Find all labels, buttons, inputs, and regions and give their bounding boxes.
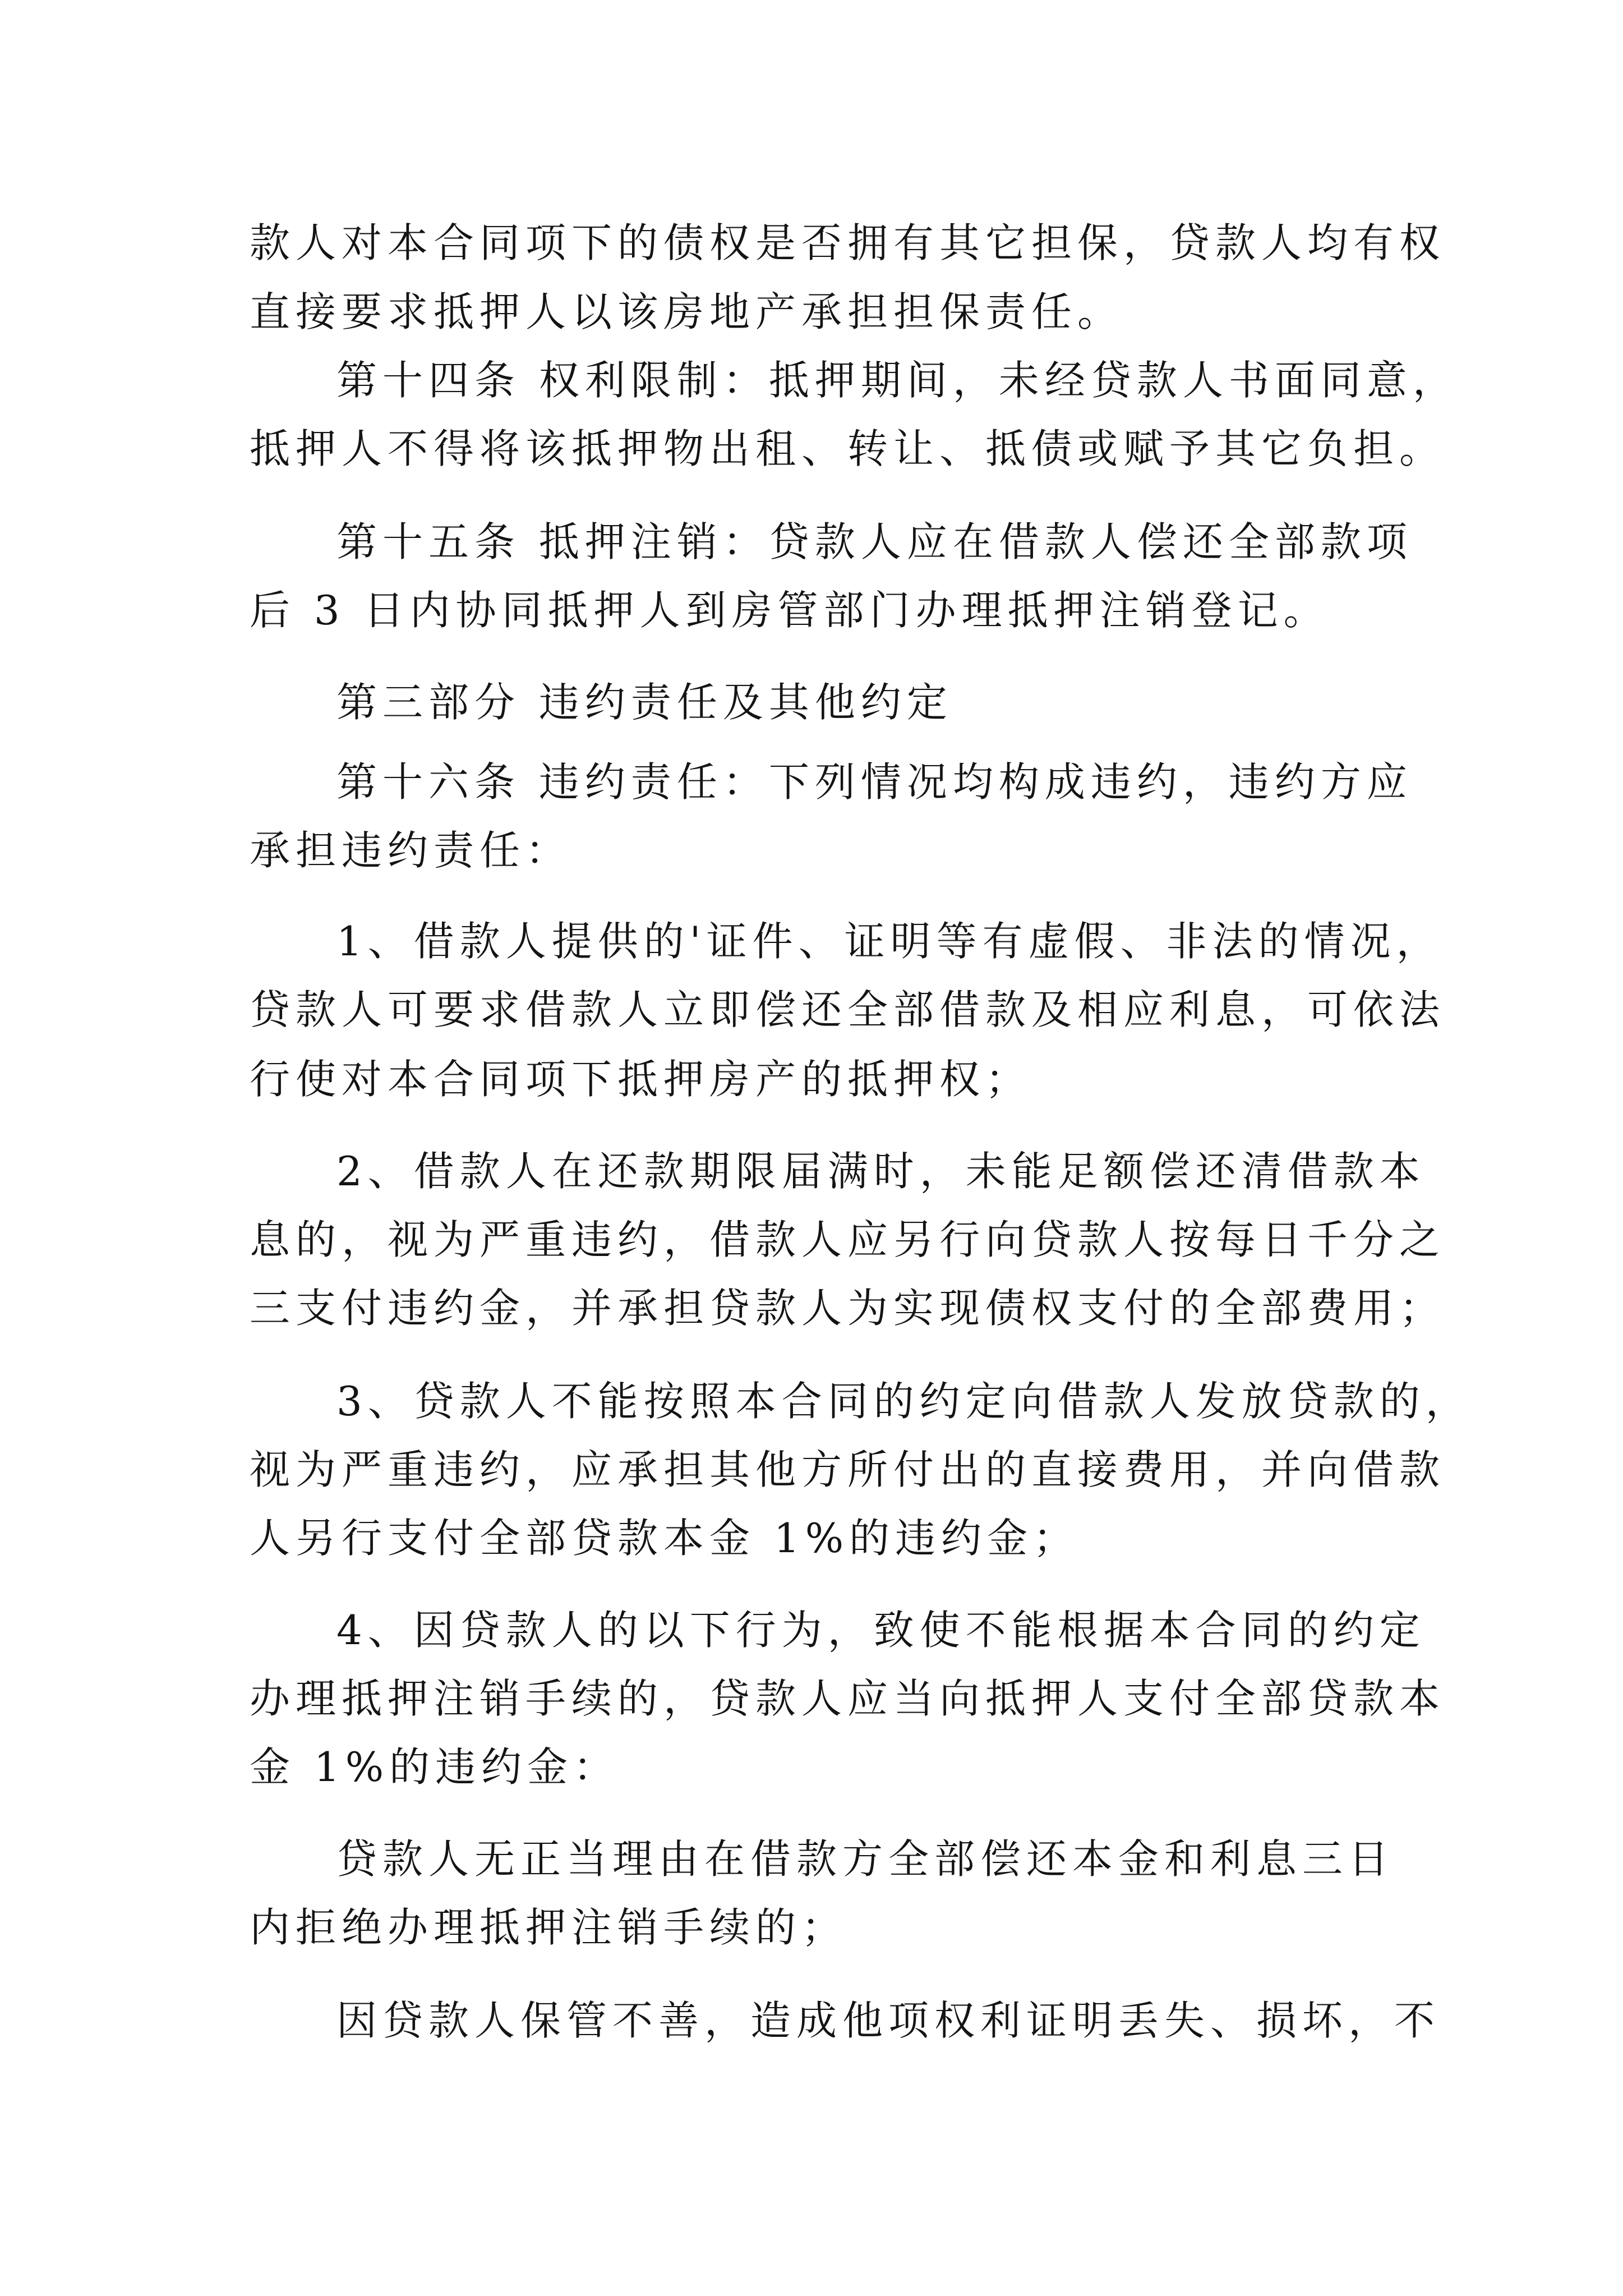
text-line: 第十四条 权利限制：抵押期间，未经贷款人书面同意， — [336, 357, 1459, 404]
text-line: 第十六条 违约责任：下列情况均构成违约，违约方应 — [336, 758, 1413, 806]
text-line: 贷款人可要求借款人立即偿还全部借款及相应利息，可依法 — [250, 986, 1446, 1033]
text-line: 4、因贷款人的以下行为，致使不能根据本合同的约定 — [336, 1607, 1426, 1654]
text-line: 三支付违约金，并承担贷款人为实现债权支付的全部费用； — [250, 1285, 1446, 1332]
text-line: 1、借款人提供的'证件、证明等有虚假、非法的情况， — [336, 918, 1442, 965]
text-line: 直接要求抵押人以该房地产承担担保责任。 — [250, 288, 1124, 335]
text-line: 视为严重违约，应承担其他方所付出的直接费用，并向借款 — [250, 1446, 1446, 1493]
text-line: 2、借款人在还款期限届满时，未能足额偿还清借款本 — [336, 1148, 1426, 1195]
text-line: 办理抵押注销手续的，贷款人应当向抵押人支付全部贷款本 — [250, 1675, 1446, 1722]
text-line: 金 1%的违约金： — [250, 1743, 620, 1791]
text-line: 后 3 日内协同抵押人到房管部门办理抵押注销登记。 — [250, 587, 1330, 634]
text-line: 贷款人无正当理由在借款方全部偿还本金和利息三日 — [336, 1835, 1395, 1883]
text-line: 行使对本合同项下抵押房产的抵押权； — [250, 1056, 1032, 1103]
text-line: 3、贷款人不能按照本合同的约定向借款人发放贷款的， — [336, 1378, 1472, 1425]
text-line: 息的，视为严重违约，借款人应另行向贷款人按每日千分之 — [250, 1216, 1446, 1263]
text-line: 承担违约责任： — [250, 827, 572, 874]
text-line: 第十五条 抵押注销：贷款人应在借款人偿还全部款项 — [336, 518, 1413, 565]
section-heading: 第三部分 违约责任及其他约定 — [336, 679, 953, 726]
text-line: 抵押人不得将该抵押物出租、转让、抵债或赋予其它负担。 — [250, 425, 1446, 472]
text-line: 因贷款人保管不善，造成他项权利证明丢失、损坏，不 — [336, 1997, 1441, 2044]
text-line: 内拒绝办理抵押注销手续的； — [250, 1904, 848, 1951]
text-line: 款人对本合同项下的债权是否拥有其它担保，贷款人均有权 — [250, 219, 1446, 266]
text-line: 人另行支付全部贷款本金 1%的违约金； — [250, 1515, 1080, 1562]
